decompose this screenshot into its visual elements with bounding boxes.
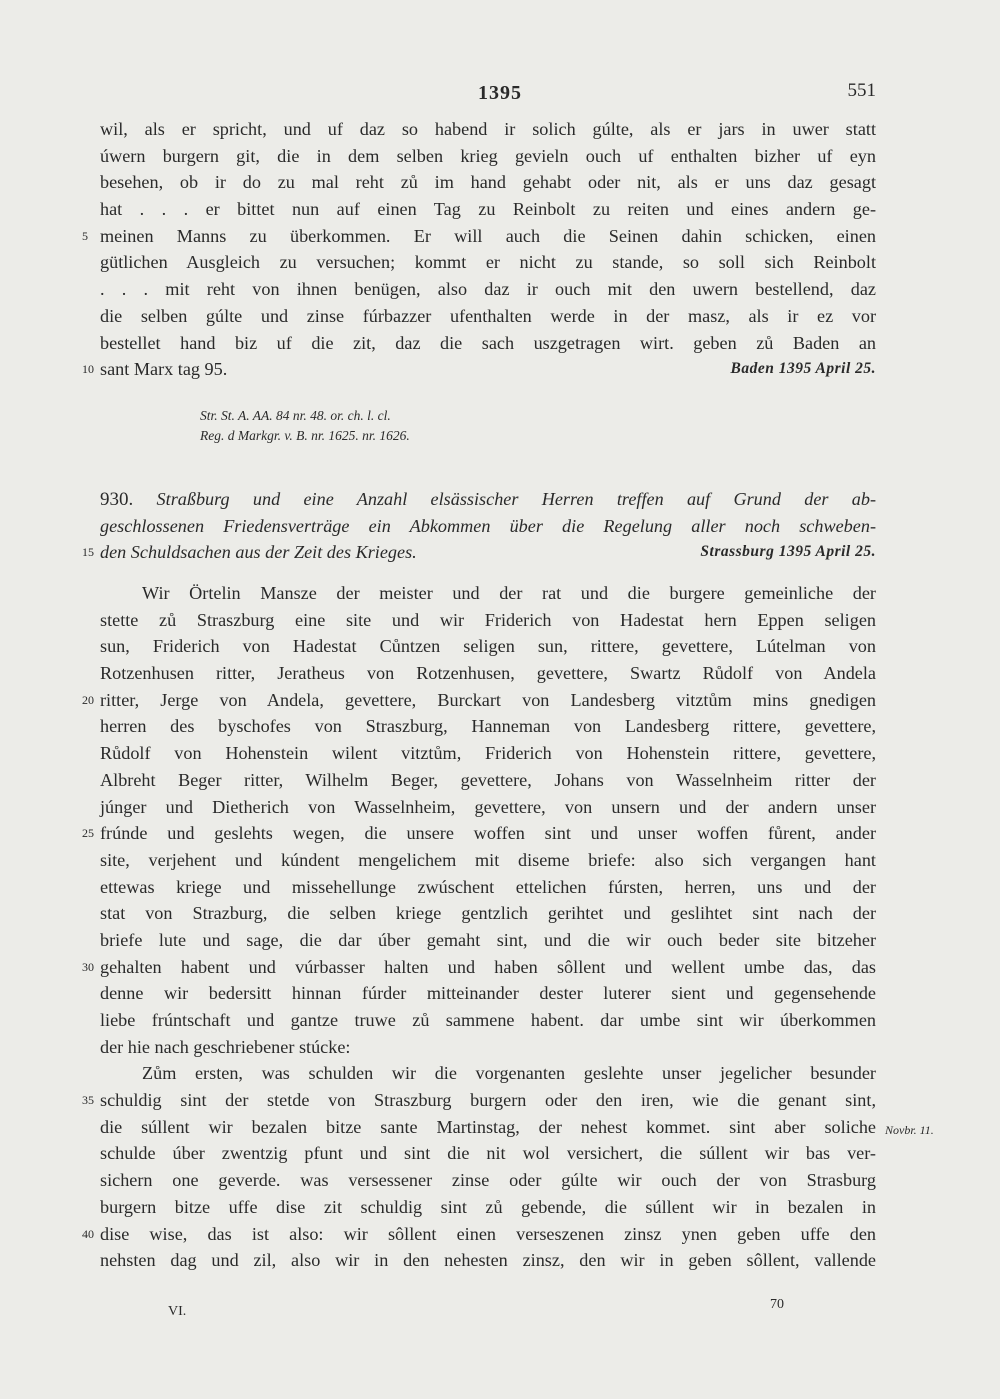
line-text: die súllent wir bezalen bitze sante Martinstag, der nehest kommet. sint aber soliche <box>100 1116 876 1137</box>
line-number: 40 <box>82 1226 94 1241</box>
source-line: Str. St. A. AA. 84 nr. 48. or. ch. l. cl. <box>200 408 391 423</box>
line-text: die selben gúlte und zinse fúrbazzer ufenthalten werde in der masz, als ir ez vor <box>100 305 876 326</box>
line-text: Rotzenhusen ritter, Jeratheus von Rotzenhusen, gevettere, Swartz Růdolf von Andela <box>100 663 876 684</box>
text-line <box>100 249 876 276</box>
line-text: meinen Manns zu überkommen. Er will auch die Seinen dahin schicken, einen <box>100 225 876 246</box>
line-number: 5 <box>82 228 88 243</box>
line-text: burgern bitze uffe dise zit schuldig sint zů gebende, die súllent wir in bezalen in <box>100 1196 876 1217</box>
page-number: 551 <box>847 80 876 101</box>
text-line <box>100 660 876 687</box>
line-text: gütlichen Ausgleich zu versuchen; kommt er nicht zu stande, so soll sich Reinbolt <box>100 252 876 273</box>
text-line <box>100 116 876 143</box>
line-text: wil, als er spricht, und uf daz so habend ir solich gúlte, als er jars in uwer statt <box>100 119 876 139</box>
text-line <box>100 1114 876 1141</box>
line-text: ettewas kriege und missehellunge zwúschent ettelichen fúrsten, herren, uns und der <box>100 876 876 897</box>
text-line <box>100 900 876 927</box>
text-line <box>100 1060 876 1087</box>
line-text: sichern one geverde. was versessener zinse oder gúlte wir ouch der von Strasburg <box>100 1170 876 1191</box>
line-text: Wir Örtelin Mansze der meister und der rat und die burgere gemeinliche der <box>142 583 876 603</box>
line-text: frúnde und geslehts wegen, die unsere woffen sint und unser woffen fůrent, ander <box>100 823 876 844</box>
margin-note: Novbr. 11. <box>885 1123 934 1137</box>
line-text: dise wise, das ist also: wir sôllent einen verseszenen zinsz ynen geben uffe den <box>100 1223 876 1244</box>
text-line <box>100 303 876 330</box>
text-line <box>100 1007 876 1034</box>
line-text: . . . mit reht von ihnen benügen, also daz ir ouch mit den uwern bestellend, daz <box>100 279 876 300</box>
line-text: schulde úber zwentzig pfunt und sint die nit wol versichert, die súllent wir bas ver- <box>100 1143 876 1164</box>
text-line <box>100 1194 876 1221</box>
text-line <box>82 687 876 714</box>
line-text: denne wir bedersitt hinnan fúrder mitteinander dester luterer sient und gegensehende <box>100 983 876 1004</box>
line-text: briefe lute und sage, die dar úber gemaht sint, und die wir ouch beder site bitzeher <box>100 929 876 950</box>
line-text: den Schuldsachen aus der Zeit des Krieges. <box>100 542 417 563</box>
line-text: geschlossenen Friedensverträge ein Abkommen über die Regelung aller noch schweben- <box>100 515 876 536</box>
text-line <box>100 980 876 1007</box>
line-text: hat . . . er bittet nun auf einen Tag zu Reinbolt zu reiten und eines andern ge- <box>100 199 876 220</box>
line-text: site, verjehent und kúndent mengelichem mit diseme briefe: also sich vergangen hant <box>100 849 876 870</box>
line-number: 25 <box>82 826 94 841</box>
line-number: 15 <box>82 545 94 560</box>
line-number: 35 <box>82 1093 94 1108</box>
document-date: Strassburg 1395 April 25. <box>700 543 876 561</box>
line-text: der hie nach geschriebener stúcke: <box>100 1036 351 1057</box>
document-930-text <box>82 580 876 1274</box>
line-text: Albreht Beger ritter, Wilhelm Beger, gevettere, Johans von Wasselnheim ritter der <box>100 769 876 790</box>
signature-mark: VI. <box>168 1304 187 1319</box>
line-number: 20 <box>82 692 94 707</box>
running-head-year: 1395 <box>478 82 522 104</box>
text-line <box>100 1034 876 1061</box>
line-text: stette zů Straszburg eine site und wir Friderich von Hadestat hern Eppen seligen <box>100 609 876 630</box>
text-line <box>82 1221 876 1248</box>
text-line <box>100 713 876 740</box>
text-line <box>100 196 876 223</box>
text-line <box>100 1167 876 1194</box>
text-line <box>100 1247 876 1274</box>
line-text: stat von Strazburg, die selben kriege gentzlich gerihtet und geslihtet sint nach der <box>100 903 876 924</box>
text-line <box>100 513 876 540</box>
text-line <box>100 874 876 901</box>
text-line <box>82 820 876 847</box>
text-line <box>100 486 876 513</box>
document-930-heading <box>82 486 877 566</box>
line-text: herren des byschofes von Straszburg, Hanneman von Landesberg rittere, gevettere, <box>100 716 876 737</box>
line-text: sun, Friderich von Hadestat Cůntzen seligen sun, rittere, gevettere, Lútelman von <box>100 636 876 657</box>
document-date: Baden 1395 April 25. <box>730 360 876 378</box>
document-number: 930. <box>100 489 134 510</box>
line-text: besehen, ob ir do zu mal reht zů im hand gehabt oder nit, als er uns daz gesagt <box>100 172 876 193</box>
line-text: gehalten habent und vúrbasser halten und haben sôllent und wellent umbe das, das <box>100 956 876 977</box>
text-line <box>100 633 876 660</box>
line-text: bestellet hand biz uf die zit, daz die sach uszgetragen wirt. geben zů Baden an <box>100 332 876 353</box>
line-text: ritter, Jerge von Andela, gevettere, Burckart von Landesberg vitztům mins gnedigen <box>100 689 876 710</box>
line-number: 30 <box>82 959 94 974</box>
text-line <box>100 847 876 874</box>
line-text: Straßburg und eine Anzahl elsässischer Herren treffen auf Grund der ab- <box>156 489 877 509</box>
text-line <box>100 143 876 170</box>
text-line <box>82 223 876 250</box>
line-text: nehsten dag und zil, also wir in den nehesten zinsz, den wir in geben sôllent, vallende <box>100 1250 876 1271</box>
text-line <box>100 276 876 303</box>
document-929-text <box>82 116 876 383</box>
text-line <box>82 1087 876 1114</box>
text-line <box>100 1140 876 1167</box>
line-text: úwern burgern git, die in dem selben krieg gevieln ouch uf enthalten bizher uf eyn <box>100 145 876 166</box>
text-line <box>100 740 876 767</box>
source-line: Reg. d Markgr. v. B. nr. 1625. nr. 1626. <box>200 428 410 443</box>
text-line <box>82 356 876 383</box>
text-line <box>100 330 876 357</box>
text-line <box>100 607 876 634</box>
text-line <box>100 927 876 954</box>
line-text: júnger und Dietherich von Wasselnheim, gevettere, von unsern und der andern unser <box>100 796 876 817</box>
line-text: Růdolf von Hohenstein wilent vitztům, Friderich von Hohenstein rittere, gevettere, <box>100 743 876 764</box>
line-text: liebe frúntschaft und gantze truwe zů sammene habent. dar umbe sint wir úberkommen <box>100 1010 876 1030</box>
line-text: schuldig sint der stetde von Straszburg burgern oder den iren, wie die genant sint, <box>100 1090 876 1111</box>
line-text: sant Marx tag 95. <box>100 359 228 380</box>
line-text: Zům ersten, was schulden wir die vorgenanten geslehte unser jegelicher besunder <box>142 1063 876 1084</box>
source-references <box>200 406 410 446</box>
text-line <box>82 954 876 981</box>
sheet-number: 70 <box>770 1297 784 1312</box>
text-line <box>100 794 876 821</box>
text-line <box>82 539 876 566</box>
text-line <box>100 169 876 196</box>
line-number: 10 <box>82 362 94 377</box>
text-line <box>100 767 876 794</box>
text-line <box>100 580 876 607</box>
